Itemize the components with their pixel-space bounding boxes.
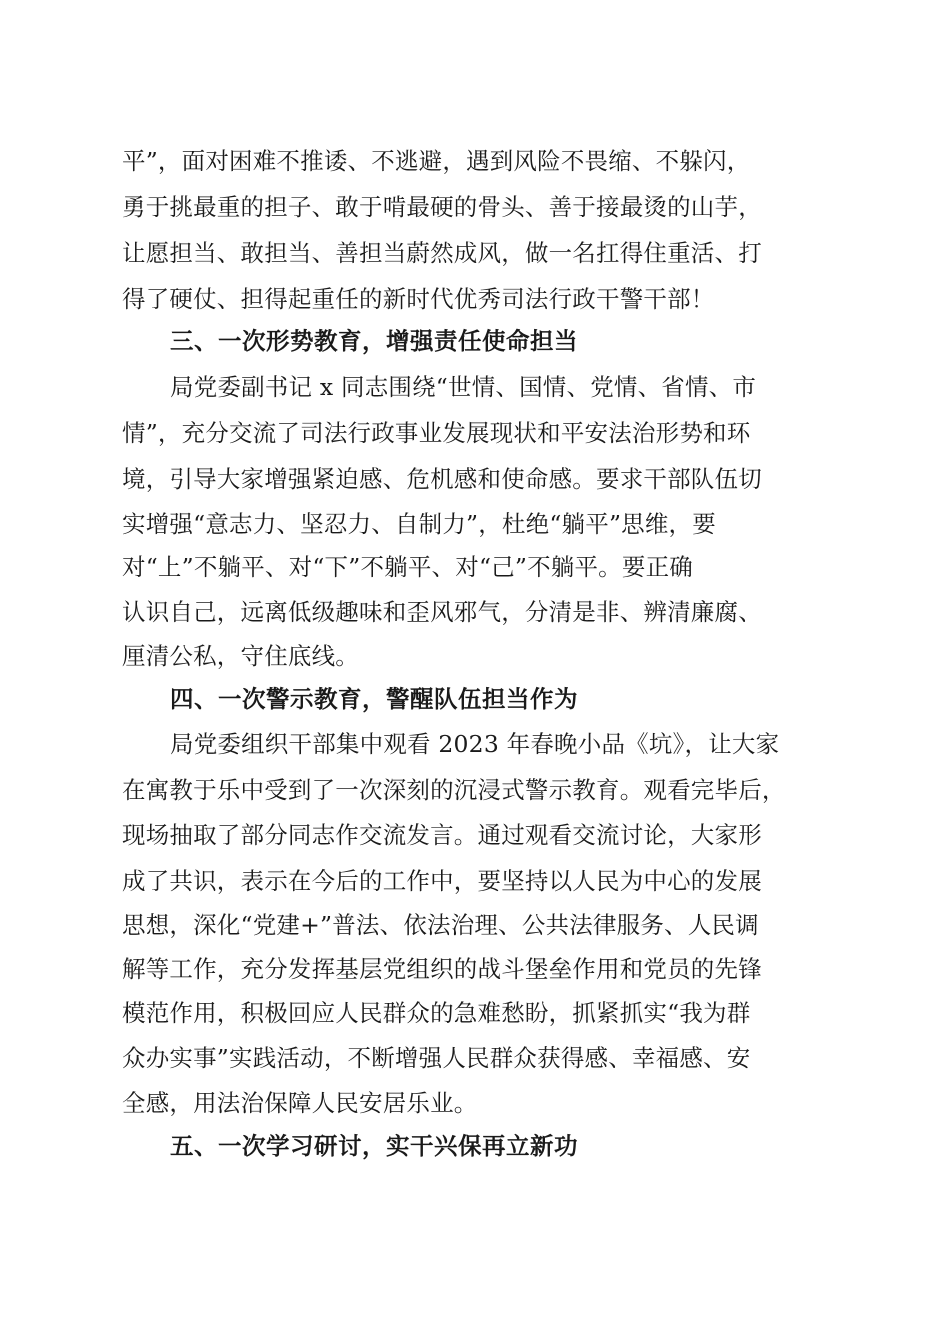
paragraph-line: 成了共识，表示在今后的工作中，要坚持以人民为中心的发展 [122, 867, 762, 895]
section-heading-5: 五、一次学习研讨，实干兴保再立新功 [170, 1132, 578, 1160]
paragraph-line: 在寓教于乐中受到了一次深刻的沉浸式警示教育。观看完毕后， [122, 776, 786, 804]
section-heading-4: 四、一次警示教育，警醒队伍担当作为 [170, 685, 578, 713]
paragraph-line: 境，引导大家增强紧迫感、危机感和使命感。要求干部队伍切 [122, 465, 762, 493]
paragraph-line: 厘清公私，守住底线。 [122, 642, 359, 670]
paragraph-line: 思想，深化“党建+”普法、依法治理、公共法律服务、人民调 [122, 911, 759, 939]
paragraph-line: 现场抽取了部分同志作交流发言。通过观看交流讨论，大家形 [122, 821, 762, 849]
paragraph-line: 全感，用法治保障人民安居乐业。 [122, 1089, 478, 1117]
paragraph-line: 得了硬仗、担得起重任的新时代优秀司法行政干警干部！ [122, 285, 715, 313]
paragraph-line: 实增强“意志力、坚忍力、自制力”，杜绝“躺平”思维，要 [122, 510, 716, 538]
paragraph-line: 众办实事”实践活动，不断增强人民群众获得感、幸福感、安 [122, 1044, 751, 1072]
paragraph-line: 让愿担当、敢担当、善担当蔚然成风，做一名扛得住重活、打 [122, 239, 762, 267]
paragraph-line: 认识自己，远离低级趣味和歪风邪气，分清是非、辨清廉腐、 [122, 598, 762, 626]
paragraph-line: 模范作用，积极回应人民群众的急难愁盼，抓紧抓实“我为群 [122, 999, 751, 1027]
paragraph-line: 局党委组织干部集中观看 2023 年春晚小品《坑》，让大家 [170, 730, 780, 758]
paragraph-line: 平”，面对困难不推诿、不逃避，遇到风险不畏缩、不躲闪， [122, 147, 751, 175]
paragraph-line: 对“上”不躺平、对“下”不躺平、对“己”不躺平。要正确 [122, 553, 693, 581]
paragraph-line: 情”，充分交流了司法行政事业发展现状和平安法治形势和环 [122, 419, 751, 447]
paragraph-line: 勇于挑最重的担子、敢于啃最硬的骨头、善于接最烫的山芋， [122, 193, 762, 221]
paragraph-line: 局党委副书记 x 同志围绕“世情、国情、党情、省情、市 [170, 373, 757, 401]
paragraph-line: 解等工作，充分发挥基层党组织的战斗堡垒作用和党员的先锋 [122, 955, 762, 983]
section-heading-3: 三、一次形势教育，增强责任使命担当 [170, 327, 578, 355]
